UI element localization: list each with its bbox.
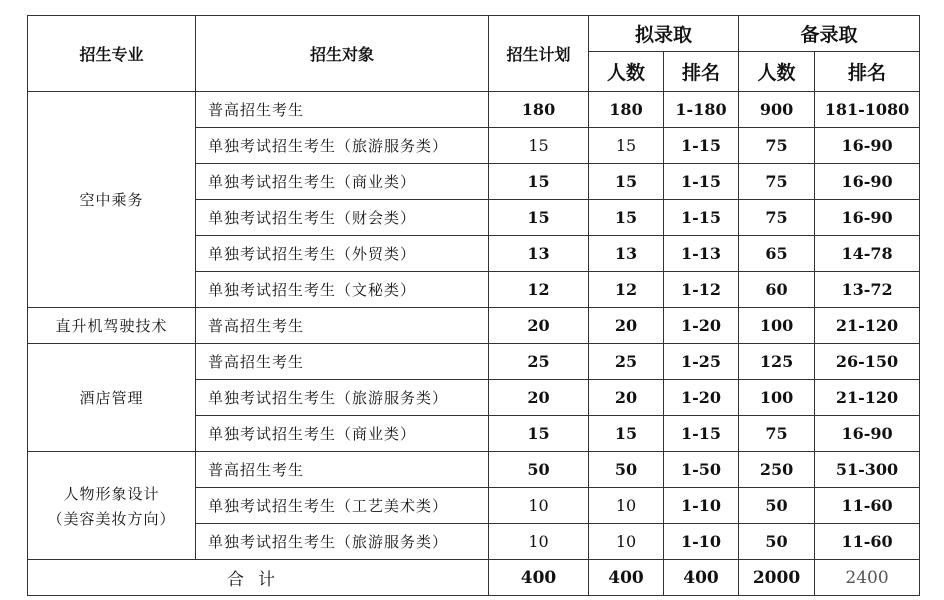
admit-rank-cell: 1-10	[664, 524, 739, 560]
major-cell	[28, 308, 196, 344]
backup-rank-cell: 11-60	[815, 524, 920, 560]
backup-rank-cell: 16-90	[815, 200, 920, 236]
plan-cell: 20	[489, 380, 589, 416]
target-cell: 单独考试招生考生（商业类）	[196, 416, 489, 452]
admit-rank-cell: 1-25	[664, 344, 739, 380]
target-cell: 单独考试招生考生（财会类）	[196, 200, 489, 236]
header-admit-group: 拟录取	[589, 16, 739, 52]
table-row	[28, 344, 920, 380]
backup-count-cell: 125	[739, 344, 815, 380]
plan-cell: 50	[489, 452, 589, 488]
header-backup-group: 备录取	[739, 16, 920, 52]
table-body	[28, 92, 920, 596]
major-name: 空中乘务	[79, 191, 144, 209]
plan-cell: 10	[489, 488, 589, 524]
plan-cell: 10	[489, 524, 589, 560]
total-row	[28, 560, 920, 596]
target-cell: 普高招生考生	[196, 344, 489, 380]
total-admit-count: 400	[589, 560, 664, 596]
plan-cell: 25	[489, 344, 589, 380]
major-name: 直升机驾驶技术	[55, 317, 168, 335]
header-backup-count: 人数	[739, 52, 815, 92]
admit-count-cell: 15	[589, 200, 664, 236]
admit-count-cell: 15	[589, 416, 664, 452]
admit-count-cell: 50	[589, 452, 664, 488]
backup-rank-cell: 13-72	[815, 272, 920, 308]
admit-count-cell: 20	[589, 380, 664, 416]
admit-count-cell: 25	[589, 344, 664, 380]
admit-count-cell: 180	[589, 92, 664, 128]
backup-count-cell: 50	[739, 524, 815, 560]
header-admit-rank: 排名	[664, 52, 739, 92]
target-cell: 普高招生考生	[196, 308, 489, 344]
major-name: 人物形象设计	[63, 484, 160, 503]
admit-rank-cell: 1-15	[664, 164, 739, 200]
target-cell: 单独考试招生考生（工艺美术类）	[196, 488, 489, 524]
major-cell	[28, 344, 196, 452]
admit-rank-cell: 1-10	[664, 488, 739, 524]
backup-rank-cell: 21-120	[815, 380, 920, 416]
major-cell	[28, 452, 196, 560]
admit-rank-cell: 1-50	[664, 452, 739, 488]
total-admit-rank: 400	[664, 560, 739, 596]
plan-cell: 180	[489, 92, 589, 128]
backup-rank-cell: 181-1080	[815, 92, 920, 128]
total-backup-rank: 2400	[815, 560, 920, 596]
plan-cell: 15	[489, 164, 589, 200]
backup-count-cell: 900	[739, 92, 815, 128]
table-row	[28, 92, 920, 128]
backup-count-cell: 50	[739, 488, 815, 524]
backup-rank-cell: 51-300	[815, 452, 920, 488]
backup-count-cell: 75	[739, 128, 815, 164]
admit-count-cell: 20	[589, 308, 664, 344]
admit-count-cell: 13	[589, 236, 664, 272]
plan-cell: 15	[489, 200, 589, 236]
header-backup-rank: 排名	[815, 52, 920, 92]
plan-cell: 12	[489, 272, 589, 308]
table-row	[28, 452, 920, 488]
major-name: 酒店管理	[79, 389, 144, 407]
table-header	[28, 16, 920, 92]
enrollment-table	[27, 15, 920, 596]
major-cell	[28, 92, 196, 308]
backup-rank-cell: 16-90	[815, 128, 920, 164]
target-cell: 单独考试招生考生（文秘类）	[196, 272, 489, 308]
plan-cell: 20	[489, 308, 589, 344]
backup-count-cell: 75	[739, 200, 815, 236]
target-cell: 单独考试招生考生（外贸类）	[196, 236, 489, 272]
backup-rank-cell: 16-90	[815, 416, 920, 452]
target-cell: 单独考试招生考生（商业类）	[196, 164, 489, 200]
admit-rank-cell: 1-15	[664, 416, 739, 452]
target-cell: 单独考试招生考生（旅游服务类）	[196, 380, 489, 416]
plan-cell: 15	[489, 128, 589, 164]
plan-cell: 13	[489, 236, 589, 272]
admit-rank-cell: 1-20	[664, 308, 739, 344]
backup-rank-cell: 21-120	[815, 308, 920, 344]
admit-rank-cell: 1-13	[664, 236, 739, 272]
target-cell: 普高招生考生	[196, 92, 489, 128]
backup-count-cell: 250	[739, 452, 815, 488]
header-admit-count: 人数	[589, 52, 664, 92]
header-major: 招生专业	[28, 16, 196, 92]
backup-rank-cell: 11-60	[815, 488, 920, 524]
admit-rank-cell: 1-180	[664, 92, 739, 128]
backup-rank-cell: 14-78	[815, 236, 920, 272]
admit-count-cell: 12	[589, 272, 664, 308]
header-plan: 招生计划	[489, 16, 589, 92]
total-label: 合计	[28, 560, 489, 596]
table-row	[28, 308, 920, 344]
target-cell: 普高招生考生	[196, 452, 489, 488]
total-backup-count: 2000	[739, 560, 815, 596]
backup-rank-cell: 26-150	[815, 344, 920, 380]
admit-rank-cell: 1-12	[664, 272, 739, 308]
backup-count-cell: 65	[739, 236, 815, 272]
backup-count-cell: 75	[739, 164, 815, 200]
backup-rank-cell: 16-90	[815, 164, 920, 200]
backup-count-cell: 100	[739, 308, 815, 344]
admit-rank-cell: 1-20	[664, 380, 739, 416]
total-plan: 400	[489, 560, 589, 596]
backup-count-cell: 100	[739, 380, 815, 416]
admit-count-cell: 15	[589, 164, 664, 200]
admit-count-cell: 15	[589, 128, 664, 164]
backup-count-cell: 60	[739, 272, 815, 308]
target-cell: 单独考试招生考生（旅游服务类）	[196, 128, 489, 164]
plan-cell: 15	[489, 416, 589, 452]
major-subtitle: （美容美妆方向）	[47, 509, 176, 528]
backup-count-cell: 75	[739, 416, 815, 452]
admit-rank-cell: 1-15	[664, 128, 739, 164]
admit-rank-cell: 1-15	[664, 200, 739, 236]
header-target: 招生对象	[196, 16, 489, 92]
target-cell: 单独考试招生考生（旅游服务类）	[196, 524, 489, 560]
admit-count-cell: 10	[589, 524, 664, 560]
admit-count-cell: 10	[589, 488, 664, 524]
